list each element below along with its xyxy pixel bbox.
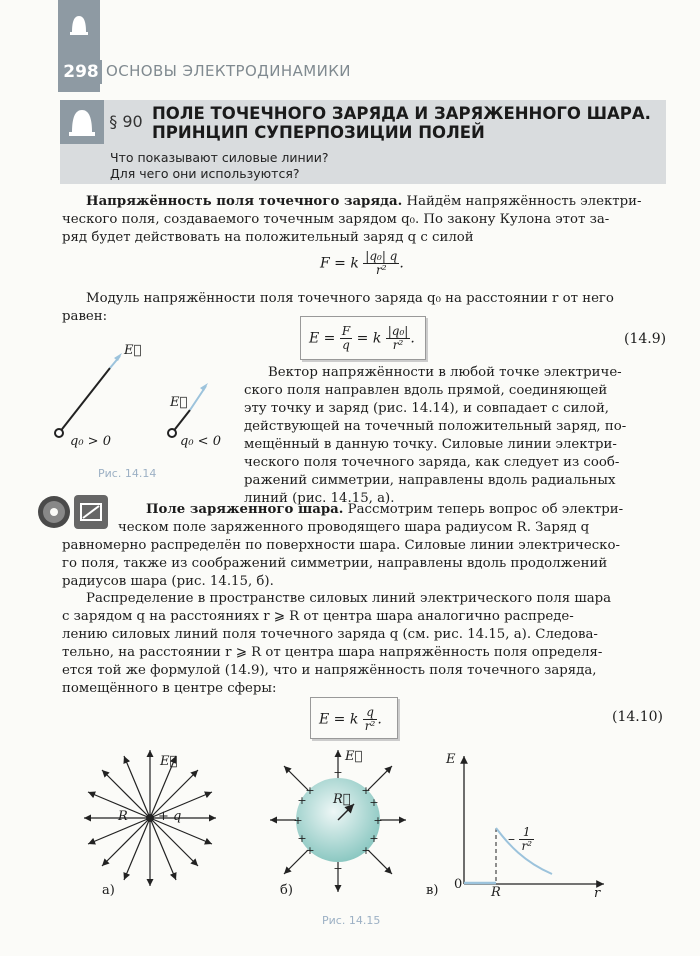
- figure-14-15b-charged-sphere: [268, 746, 408, 896]
- fig-c-label: в): [426, 883, 439, 898]
- charge-negative: [168, 429, 176, 437]
- svg-text:+: +: [333, 862, 343, 875]
- svg-text:+: +: [373, 814, 383, 827]
- bell-icon: [60, 100, 104, 144]
- figure-14-14: [50, 340, 240, 485]
- svg-text:+: +: [361, 844, 371, 857]
- paragraph-charged-sphere: Поле заряженного шара. Рассмотрим теперь вопрос об электри- ческом поле заряженного проводящего шара радиусом R. Заряд q: [118, 502, 624, 535]
- vector-e-label: E⃗: [124, 343, 142, 358]
- section-icon-box: [60, 100, 104, 144]
- point-charge: [146, 814, 154, 822]
- fig-b-label: б): [280, 883, 293, 898]
- caption-14-15: Рис. 14.15: [322, 914, 381, 927]
- fig-a-label: а): [102, 883, 115, 898]
- running-head: ОСНОВЫ ЭЛЕКТРОДИНАМИКИ: [106, 62, 351, 80]
- figure-14-15a-radial-field: [80, 740, 220, 890]
- fig-a-radius-label: R: [118, 809, 128, 824]
- section-questions: Что показывают силовые линии? Для чего они используются?: [110, 150, 329, 181]
- section-title: ПОЛЕ ТОЧЕЧНОГО ЗАРЯДА И ЗАРЯЖЕННОГО ШАРА. ПРИНЦИП СУПЕРПОЗИЦИИ ПОЛЕЙ: [152, 104, 651, 142]
- svg-text:+: +: [297, 794, 307, 807]
- fig-a-charge-label: + q: [158, 809, 182, 824]
- bell-icon: [64, 10, 94, 40]
- fig-a-vector-e: E⃗: [160, 754, 178, 769]
- equation-number-14-9: (14.9): [624, 331, 667, 347]
- svg-text:+: +: [369, 796, 379, 809]
- page-number: 298: [60, 60, 102, 84]
- caption-14-14: Рис. 14.14: [98, 467, 157, 480]
- fig-b-vector-r: R⃗: [333, 792, 351, 807]
- fig-c-radius: R: [491, 885, 501, 900]
- equation-14-10: E = k $\frac{q}{\text{r²}}$ .: [310, 697, 398, 739]
- label-q0-negative: q₀ < 0: [180, 434, 221, 449]
- paragraph-charged-sphere-cont: равномерно распределён по поверхности шара. Силовые линии электрическо- го поля, также из соображений симметрии, направлены вдоль продолжений радиусов шара (рис. 14.15, б).: [62, 538, 620, 589]
- animation-icon: [74, 495, 108, 529]
- equation-14-9: E = $\frac{F}{q}$ = k $\frac{\text{|q₀|}}{\text{r²}}$ .: [300, 316, 426, 360]
- svg-text:+: +: [297, 832, 307, 845]
- svg-text:+: +: [305, 784, 315, 797]
- paragraph-point-charge: Напряжённость поля точечного заряда. Найдём напряжённость электри- ческого поля, создаваемого точечным зарядом q₀. По закону Кулона этот за- ряд будет действовать на положительный заряд q с силой: [62, 194, 642, 245]
- section-number: § 90: [109, 112, 143, 131]
- paragraph-distribution: Распределение в пространстве силовых линий электрического поля шара с зарядом q на расстояниях r ⩾ R от центра шара аналогично распреде- лению силовых линий поля точечного заряда q (см. рис. 14.15, а). Следова- тельно, на расстоянии r ⩾ R от центра шара напряжённость поля определя- ется той же формулой (14.9), что и напряжённость поля точечного заряда, помещённого в центре сферы:: [62, 591, 612, 696]
- label-q0-positive: q₀ > 0: [70, 434, 111, 449]
- fig-b-vector-e: E⃗: [345, 749, 363, 764]
- paragraph-modulus: Модуль напряжённости поля точечного заряда q₀ на расстоянии r от него равен:: [62, 291, 614, 324]
- fig-c-curve-label: – $\frac{1}{\text{r²}}$: [508, 825, 532, 853]
- field-line-positive: [59, 368, 110, 433]
- figure-14-15c-graph: [428, 748, 608, 898]
- svg-text:+: +: [361, 784, 371, 797]
- coulomb-formula: F = k $\frac{\text{|q₀| q}}{\text{r²}}$ .: [320, 249, 404, 277]
- svg-text:+: +: [369, 832, 379, 845]
- vector-e-label-2: E⃗: [170, 395, 188, 410]
- fig-c-origin: 0: [454, 877, 463, 892]
- fig-c-axis-r: r: [594, 886, 601, 901]
- fig-c-axis-e: E: [446, 752, 456, 767]
- paragraph-vector-direction: Вектор напряжённости в любой точке электриче- ского поля направлен вдоль прямой, соединяющей эту точку и заряд (рис. 14.14), и совпадает с силой, действующей на точечный положительный заряд, по- мещённый в данную точку. Силовые линии электри- ческого поля точечного заряда, как следует из сооб- ражений симметрии, направлены вдоль радиальных линий (рис. 14.15, а).: [244, 365, 627, 506]
- svg-text:+: +: [333, 766, 343, 779]
- cd-disc-icon: [36, 494, 72, 530]
- charge-positive: [55, 429, 63, 437]
- equation-number-14-10: (14.10): [612, 709, 664, 725]
- svg-text:+: +: [305, 844, 315, 857]
- svg-text:+: +: [293, 814, 303, 827]
